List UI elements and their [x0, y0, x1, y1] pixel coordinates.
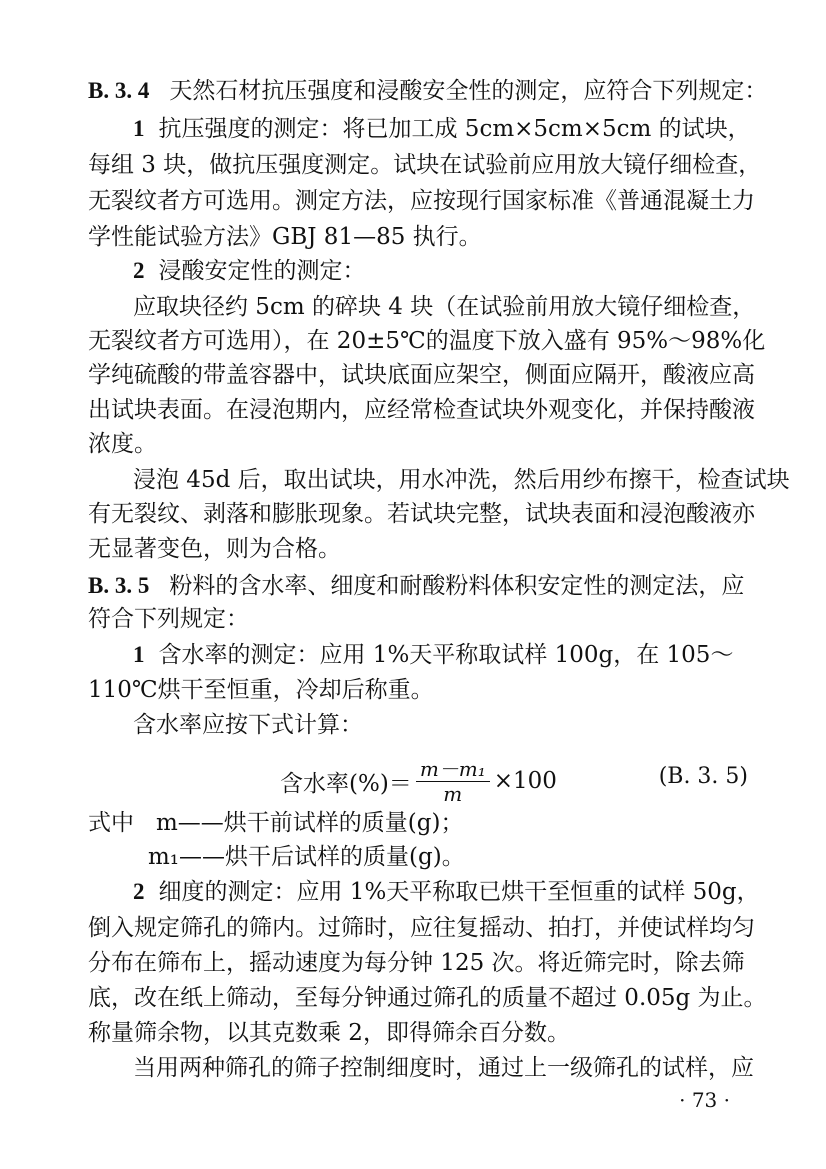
formula-b35: [280, 756, 557, 806]
formula-numerator: m－m₁: [416, 757, 490, 782]
section-title: 粉料的含水率、细度和耐酸粉料体积安定性的测定法，应: [169, 573, 745, 599]
text-line: 学纯硫酸的带盖容器中，试块底面应架空，侧面应隔开，酸液应高: [88, 362, 755, 388]
text-line: 110℃烘干至恒重，冷却后称重。: [88, 677, 434, 703]
text-line: 无裂纹者方可选用。测定方法，应按现行国家标准《普通混凝土力: [88, 188, 755, 214]
b34-item2-heading: [133, 254, 746, 288]
item-number: 2: [133, 258, 145, 283]
text-line: 细度的测定：应用 1%天平称取已烘干至恒重的试样 50g，: [158, 879, 760, 905]
formula-lhs: 含水率(%)＝: [280, 770, 412, 797]
text-line: 浸酸安定性的测定：: [158, 258, 366, 284]
text-line: 含水率应按下式计算：: [133, 712, 363, 738]
text-line: 无显著变色，则为合格。: [88, 536, 341, 562]
where-m: m——烘干前试样的质量(g)；: [156, 810, 464, 836]
formula-fraction: [416, 757, 490, 806]
text-line: 有无裂纹、剥落和膨胀现象。若试块完整，试块表面和浸泡酸液亦: [88, 501, 755, 527]
section-b35-heading: [88, 569, 746, 603]
text-line: 当用两种筛孔的筛子控制细度时，通过上一级筛孔的试样，应: [133, 1055, 754, 1081]
text-line: 抗压强度的测定：将已加工成 5cm×5cm×5cm 的试块，: [158, 116, 751, 142]
text-line: 符合下列规定：: [88, 606, 249, 632]
b35-item2-line: [133, 875, 760, 909]
text-line: 无裂纹者方可选用），在 20±5℃的温度下放入盛有 95%～98%化: [88, 328, 766, 354]
b34-item1-line: [133, 112, 751, 146]
formula-rhs: ×100: [493, 768, 557, 794]
text-line: 浸泡 45d 后，取出试块，用水冲洗，然后用纱布擦干，检查试块: [133, 467, 790, 493]
formula-denominator: m: [443, 781, 463, 806]
text-line: 分布在筛布上，摇动速度为每分钟 125 次。将近筛完时，除去筛: [88, 950, 745, 976]
text-line: 底，改在纸上筛动，至每分钟通过筛孔的质量不超过 0.05g 为止。: [88, 985, 767, 1011]
page-number: · 73 ·: [679, 1088, 730, 1112]
text-line: 应取块径约 5cm 的碎块 4 块（在试验前用放大镜仔细检查，: [133, 294, 756, 320]
item-number: 1: [133, 642, 145, 667]
item-number: 2: [133, 879, 145, 904]
section-number: B. 3. 4: [88, 78, 150, 103]
text-line: 浓度。: [88, 431, 157, 457]
section-b34-heading: [88, 74, 768, 108]
text-line: 每组 3 块，做抗压强度测定。试块在试验前应用放大镜仔细检查，: [88, 152, 762, 178]
section-title: 天然石材抗压强度和浸酸安全性的测定，应符合下列规定：: [169, 78, 768, 104]
text-line: 学性能试验方法》GBJ 81—85 执行。: [88, 224, 482, 250]
text-line: 含水率的测定：应用 1%天平称取试样 100g，在 105～: [158, 642, 734, 668]
where-label: 式中: [88, 810, 134, 836]
text-line: 倒入规定筛孔的筛内。过筛时，应往复摇动、拍打，并使试样均匀: [88, 915, 755, 941]
b35-item1-line: [133, 638, 746, 672]
text-line: 称量筛余物，以其克数乘 2，即得筛余百分数。: [88, 1020, 570, 1046]
section-number: B. 3. 5: [88, 573, 150, 598]
where-line: [88, 806, 746, 840]
item-number: 1: [133, 116, 145, 141]
text-line: 出试块表面。在浸泡期内，应经常检查试块外观变化，并保持酸液: [88, 397, 755, 423]
where-m1: m₁——烘干后试样的质量(g)。: [148, 844, 465, 870]
equation-number: (B. 3. 5): [658, 764, 748, 789]
